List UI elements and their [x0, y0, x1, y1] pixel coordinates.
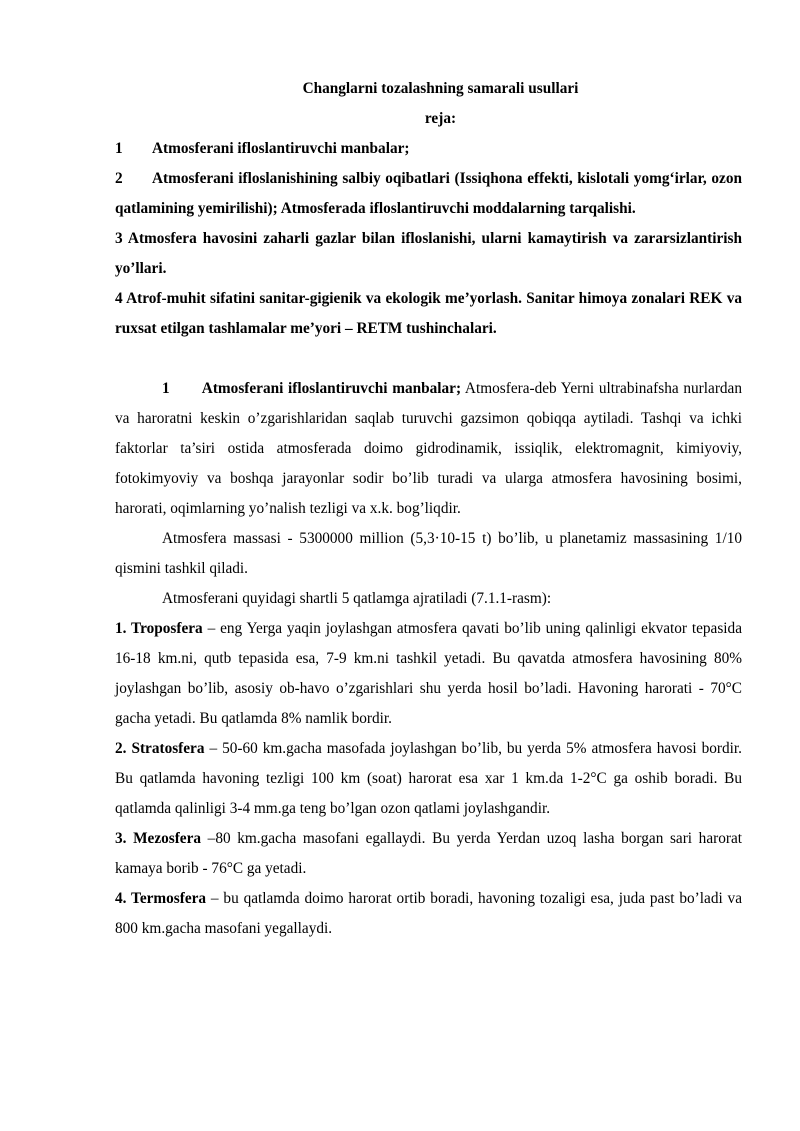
atmosphere-mass-paragraph: Atmosfera massasi - 5300000 million (5,3·10-15 t) bo’lib, u planetamiz massasining 1/10 qismini tashkil qiladi. [115, 530, 742, 577]
plan-heading: reja: [424, 110, 457, 127]
layer-name: 2. Stratosfera [115, 740, 205, 757]
plan-item-text: Atmosfera havosini zaharli gazlar bilan ifloslanishi, ularni kamaytirish va zararsizlantirish yo’llari. [115, 230, 743, 277]
plan-item-2 [115, 164, 742, 224]
layer-text: – 50-60 km.gacha masofada joylashgan bo’lib, bu yerda 5% atmosfera havosi bordir. Bu qatlamda havoning tezligi 100 km (soat) harorat esa xar 1 km.da 1-2°C ga oshib boradi. Bu qatlamda qalinligi 3-4 mm.ga teng bo’lgan ozon qatlami joylashgandir. [115, 740, 742, 817]
plan-item-4 [115, 284, 742, 344]
plan-item-number: 2 [115, 170, 123, 187]
spacer [115, 344, 742, 374]
section-1-text: Atmosfera-deb Yerni ultrabinafsha nurlardan va haroratni keskin o’zgarishlaridan saqlab turuvchi gazsimon qobiqqa aytiladi. Tashqi va ichki faktorlar ta’siri ostida atmosferada doimo gidrodinamik, issiqlik, elektromagnit, kimiyoviy, fotokimyoviy va boshqa jarayonlar sodir bo’lib turadi va ularga atmosfera havosining bosimi, harorati, oqimlarning yo’nalish tezligi va x.k. bog’liqdir. [115, 380, 742, 517]
layer-name: 1. Troposfera [115, 620, 203, 637]
layer-mesosphere [115, 824, 742, 884]
section-1-heading: 1 Atmosferani ifloslantiruvchi manbalar; [162, 380, 462, 397]
plan-item-text: Atrof-muhit sifatini sanitar-gigienik va ekologik me’yorlash. Sanitar himoya zonalari REK va ruxsat etilgan tashlamalar me’yori – RETM tushinchalari. [115, 290, 742, 337]
plan-item-text: Atmosferani ifloslantiruvchi manbalar; [152, 140, 410, 157]
document-body [115, 374, 742, 944]
document-content [115, 74, 742, 944]
layer-text: – bu qatlamda doimo harorat ortib boradi, havoning tozaligi esa, juda past bo’ladi va 800 km.gacha masofani yegallaydi. [115, 890, 742, 937]
plan-item-number: 1 [115, 140, 123, 157]
layer-name: 3. Mezosfera [115, 830, 202, 847]
layer-text: – eng Yerga yaqin joylashgan atmosfera qavati bo’lib uning qalinligi ekvator tepasida 16-18 km.ni, qutb tepasida esa, 7-9 km.ni tashkil yetadi. Bu qavatda atmosfera havosining 80% joylashgan bo’lib, asosiy ob-havo o’zgarishlari shu yerda hosil bo’ladi. Havoning harorati - 70°C gacha yetadi. Bu qatlamda 8% namlik bordir. [115, 620, 742, 727]
layer-troposphere [115, 614, 742, 734]
plan-item-number: 4 [115, 290, 123, 307]
plan-item-text: Atmosferani ifloslanishining salbiy oqibatlari (Issiqhona effekti, kislotali yomg‘irlar, ozon qatlamining yemirilishi); Atmosferada ifloslantiruvchi moddalarning tarqalishi. [115, 170, 742, 217]
plan-list [115, 134, 742, 344]
layer-name: 4. Termosfera [115, 890, 207, 907]
layers-intro-paragraph: Atmosferani quyidagi shartli 5 qatlamga ajratiladi (7.1.1-rasm): [162, 590, 552, 607]
section-1-paragraph [115, 374, 742, 524]
layer-stratosphere [115, 734, 742, 824]
layer-thermosphere [115, 884, 742, 944]
document-title: Changlarni tozalashning samarali usullari [302, 80, 579, 97]
plan-item-1 [115, 134, 742, 164]
plan-item-3 [115, 224, 742, 284]
plan-item-number: 3 [115, 230, 123, 247]
layer-text: –80 km.gacha masofani egallaydi. Bu yerda Yerdan uzoq lasha borgan sari harorat kamaya borib - 76°C ga yetadi. [115, 830, 742, 877]
